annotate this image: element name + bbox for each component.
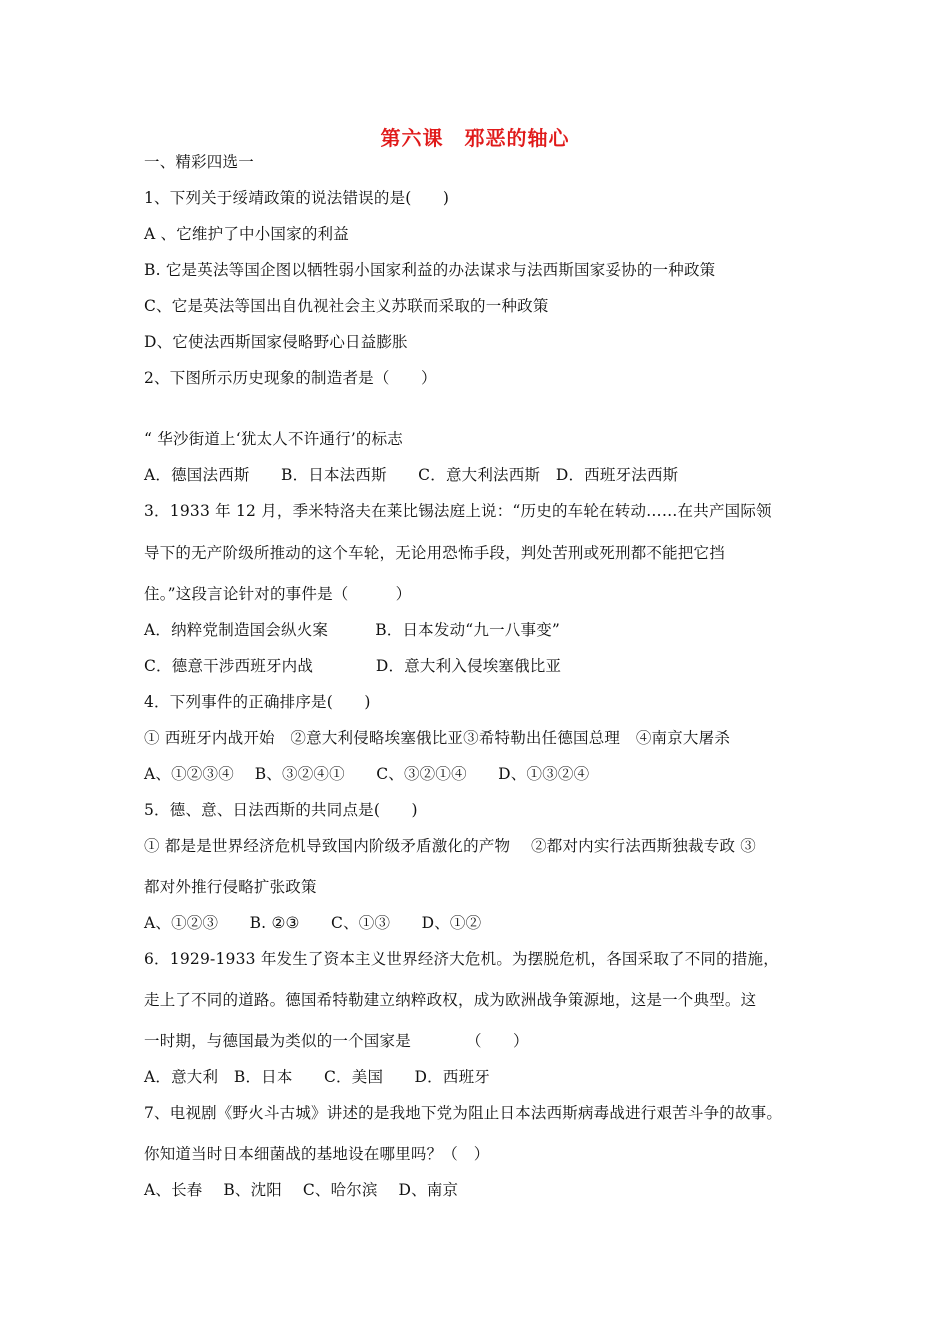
question-3-line-2: 导下的无产阶级所推动的这个车轮，无论用恐怖手段，判处苦刑或死刑都不能把它挡 <box>144 544 725 562</box>
question-7-options: A、长春 B、沈阳 C、哈尔滨 D、南京 <box>144 1181 459 1199</box>
question-2-caption: “ 华沙街道上‘犹太人不许通行’的标志 <box>144 430 404 448</box>
question-6-line-3: 一时期，与德国最为类似的一个国家是 （ ） <box>144 1032 529 1050</box>
question-5-items-line-2: 都对外推行侵略扩张政策 <box>144 878 317 896</box>
question-5-options: A、①②③ B. ②③ C、①③ D、①② <box>144 914 482 932</box>
page-title: 第六课 邪恶的轴心 <box>380 126 570 150</box>
question-3-options-ab: A．纳粹党制造国会纵火案 B．日本发动“九一八事变” <box>144 621 561 639</box>
question-7-line-1: 7、电视剧《野火斗古城》讲述的是我地下党为阻止日本法西斯病毒战进行艰苦斗争的故事。 <box>144 1104 783 1122</box>
section-heading: 一、精彩四选一 <box>144 153 254 171</box>
question-2-options: A．德国法西斯 B．日本法西斯 C．意大利法西斯 D．西班牙法西斯 <box>144 466 679 484</box>
question-2: 2、下图所示历史现象的制造者是（ ） <box>144 369 437 387</box>
question-3-line-1: 3．1933 年 12 月，季米特洛夫在莱比锡法庭上说：“历史的车轮在转动……在共产国际领 <box>144 502 772 520</box>
question-4-items: ① 西班牙内战开始 ②意大利侵略埃塞俄比亚③希特勒出任德国总理 ④南京大屠杀 <box>144 729 731 747</box>
question-1-option-c: C、它是英法等国出自仇视社会主义苏联而采取的一种政策 <box>144 297 549 315</box>
question-3-options-cd: C．德意干涉西班牙内战 D．意大利入侵埃塞俄比亚 <box>144 657 562 675</box>
question-5-items-line-1: ① 都是是世界经济危机导致国内阶级矛盾激化的产物 ②都对内实行法西斯独裁专政 ③ <box>144 837 756 855</box>
question-7-line-2: 你知道当时日本细菌战的基地设在哪里吗？（ ） <box>144 1145 490 1163</box>
question-1: 1、下列关于绥靖政策的说法错误的是( ) <box>144 189 450 207</box>
question-1-option-d: D、它使法西斯国家侵略野心日益膨胀 <box>144 333 408 351</box>
question-5: 5．德、意、日法西斯的共同点是( ) <box>144 801 418 819</box>
question-4-options: A、①②③④ B、③②④① C、③②①④ D、①③②④ <box>144 765 590 783</box>
question-1-option-b: B. 它是英法等国企图以牺牲弱小国家利益的办法谋求与法西斯国家妥协的一种政策 <box>144 261 716 279</box>
question-3-line-3: 住。”这段言论针对的事件是（ ） <box>144 585 412 603</box>
question-6-line-2: 走上了不同的道路。德国希特勒建立纳粹政权，成为欧洲战争策源地，这是一个典型。这 <box>144 991 757 1009</box>
question-6-line-1: 6．1929-1933 年发生了资本主义世界经济大危机。为摆脱危机，各国采取了不同的措施， <box>144 950 779 968</box>
question-6-options: A．意大利 B．日本 C．美国 D．西班牙 <box>144 1068 490 1086</box>
question-1-option-a: A 、它维护了中小国家的利益 <box>144 225 349 243</box>
question-4: 4．下列事件的正确排序是( ) <box>144 693 371 711</box>
